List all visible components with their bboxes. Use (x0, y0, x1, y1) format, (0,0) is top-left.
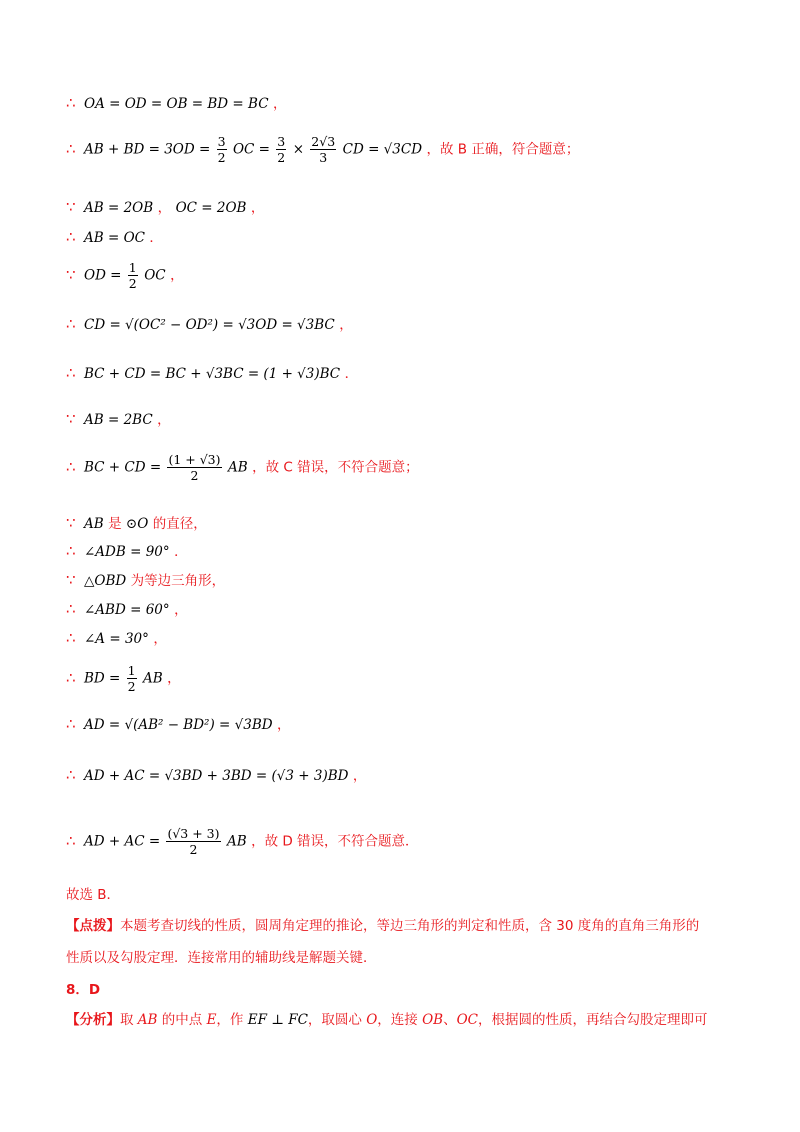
because-symbol: ∵ (66, 514, 76, 532)
equation: CD = √(OC² − OD²) = √3OD = √3BC (84, 317, 335, 333)
analysis-math: O (366, 1012, 378, 1028)
therefore-symbol: ∴ (66, 542, 76, 560)
line-9 (66, 452, 419, 483)
equation: BC + CD = BC + √3BC = (1 + √3)BC (84, 366, 341, 382)
analysis-math: OC (456, 1012, 478, 1028)
line-15 (66, 663, 181, 694)
equation: BC + CD = (84, 459, 166, 476)
remark: 为等边三角形， (130, 573, 226, 589)
because-symbol: ∵ (66, 571, 76, 589)
line-4 (66, 227, 163, 248)
punctuation: ． (149, 230, 163, 246)
equation: △OBD (84, 573, 127, 589)
tip-text: 本题考查切线的性质，圆周角定理的推论，等边三角形的判定和性质，含 30 度角的直角三角形的 (120, 918, 700, 934)
line-11 (66, 541, 188, 562)
line-13 (66, 599, 188, 620)
therefore-symbol: ∴ (66, 629, 76, 647)
therefore-symbol: ∴ (66, 315, 76, 333)
punctuation: ， (153, 631, 167, 647)
punctuation: ， (157, 200, 172, 216)
punctuation: ， (167, 670, 181, 687)
remark: 是 (108, 516, 126, 532)
equation: AB (227, 459, 248, 476)
remark: ，故 C 错误，不符合题意； (252, 459, 419, 476)
line-6 (66, 314, 353, 335)
line-5 (66, 260, 184, 291)
analysis-text: ，作 (216, 1012, 248, 1028)
analysis-label: 【分析】 (66, 1012, 120, 1028)
equation: AD = √(AB² − BD²) = √3BD (84, 717, 273, 733)
fraction: $\frac{(√3 + 3)}{2}$ (167, 826, 220, 857)
punctuation: ． (174, 544, 188, 560)
punctuation: ， (170, 267, 184, 284)
equation: AB (84, 516, 104, 532)
equation: ∠ADB = 90° (84, 544, 170, 560)
fraction: $\frac{2√3}{3}$ (311, 134, 336, 165)
line-3 (66, 197, 264, 218)
therefore-symbol: ∴ (66, 600, 76, 618)
fraction: $\frac{3}{2}$ (217, 134, 226, 165)
equation: OC (144, 267, 166, 284)
punctuation: ， (339, 317, 353, 333)
equation: AB + BD = 3OD = (84, 141, 215, 158)
because-symbol: ∵ (66, 198, 76, 216)
punctuation: ， (157, 412, 171, 428)
because-symbol: ∵ (66, 265, 76, 284)
analysis-text: 的中点 (157, 1012, 207, 1028)
analysis-text: ，连接 (377, 1012, 423, 1028)
punctuation: ． (344, 366, 359, 382)
therefore-symbol: ∴ (66, 766, 76, 784)
therefore-symbol: ∴ (66, 364, 76, 382)
therefore-symbol: ∴ (66, 715, 76, 733)
analysis-text: ，根据圆的性质，再结合勾股定理即可 (478, 1012, 708, 1028)
tip-line-1 (66, 916, 699, 936)
line-18 (66, 826, 419, 857)
tip-label: 【点拨】 (66, 918, 120, 934)
therefore-symbol: ∴ (66, 228, 76, 246)
fraction: $\frac{1}{2}$ (127, 663, 136, 694)
punctuation: ， (277, 717, 291, 733)
equation: OD = (84, 267, 126, 284)
circle-symbol: ⊙O (125, 516, 149, 532)
line-2 (66, 134, 579, 165)
equation: AB (143, 670, 163, 687)
equation: OC = 2OB (175, 200, 247, 216)
equation: OA = OD = OB = BD = BC (84, 96, 269, 112)
analysis-math: E (206, 1012, 217, 1028)
question-8-answer: 8．D (66, 982, 101, 998)
punctuation: ， (272, 96, 287, 112)
punctuation: ， (352, 768, 367, 784)
line-8 (66, 409, 171, 430)
analysis-text: ，取圆心 (307, 1012, 367, 1028)
equation: BD = (84, 670, 125, 687)
equation: CD = √3CD (342, 141, 423, 158)
punctuation: ， (174, 602, 188, 618)
equation: AB (226, 833, 247, 850)
tip-line-2: 性质以及勾股定理．连接常用的辅助线是解题关键． (66, 950, 377, 966)
analysis-line (66, 1010, 708, 1030)
equation: AD + AC = (84, 833, 165, 850)
remark: 的直径， (152, 516, 207, 532)
analysis-text: 取 (120, 1012, 138, 1028)
punctuation: ， (250, 200, 265, 216)
equation: AB = 2OB (84, 200, 154, 216)
remark: ，故 B 正确，符合题意； (426, 141, 580, 158)
analysis-text: 、 (443, 1012, 457, 1028)
line-10 (66, 513, 207, 534)
because-symbol: ∵ (66, 410, 76, 428)
conclusion: 故选 B． (66, 887, 121, 903)
analysis-math: OB (422, 1012, 444, 1028)
line-14 (66, 628, 167, 649)
line-16 (66, 714, 291, 735)
fraction: $\frac{3}{2}$ (277, 134, 286, 165)
equation: OC = (232, 141, 275, 158)
fraction: $\frac{(1 + √3)}{2}$ (168, 452, 221, 483)
equation: AB = 2BC (84, 412, 153, 428)
line-1 (66, 93, 286, 114)
therefore-symbol: ∴ (66, 139, 76, 158)
therefore-symbol: ∴ (66, 668, 76, 687)
equation: × (292, 141, 309, 158)
therefore-symbol: ∴ (66, 831, 76, 850)
equation: AD + AC = √3BD + 3BD = (√3 + 3)BD (84, 768, 349, 784)
therefore-symbol: ∴ (66, 94, 76, 112)
equation: ∠A = 30° (84, 631, 149, 647)
therefore-symbol: ∴ (66, 457, 76, 476)
equation: ∠ABD = 60° (84, 602, 170, 618)
remark: ，故 D 错误，不符合题意． (251, 833, 419, 850)
equation: AB = OC (84, 230, 145, 246)
line-17 (66, 765, 366, 786)
analysis-math: AB (137, 1012, 158, 1028)
line-7 (66, 363, 358, 384)
analysis-math: EF ⊥ FC (247, 1012, 308, 1028)
line-12 (66, 570, 225, 591)
fraction: $\frac{1}{2}$ (128, 260, 137, 291)
